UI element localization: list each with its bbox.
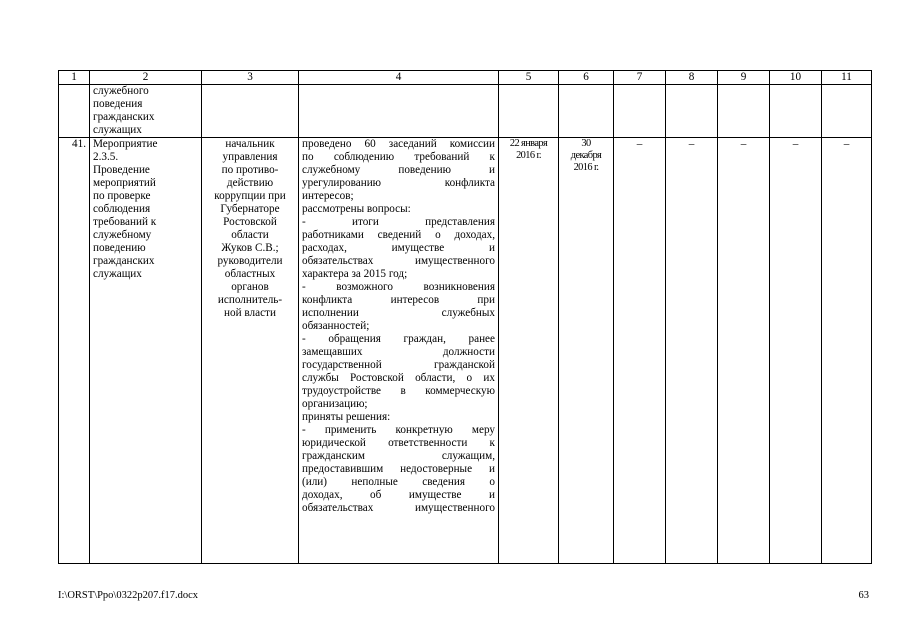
result-line: трудоустройстве в коммерческую <box>302 385 495 397</box>
result-line: приняты решения: <box>302 411 391 423</box>
name-line: требований к <box>93 216 157 228</box>
executor-line: руководители <box>217 255 283 267</box>
end-date-line: 2016 г. <box>573 162 599 173</box>
cell-result <box>299 85 499 138</box>
result-line: конфликта интересов при <box>302 294 495 306</box>
start-date-line: 2016 г. <box>516 150 541 161</box>
name-line: служащих <box>93 124 142 136</box>
result-line: государственной гражданской <box>302 359 495 371</box>
result-line: службы Ростовской области, о их <box>302 372 495 384</box>
name-line: поведения <box>93 98 143 110</box>
executor-line: области <box>231 229 269 241</box>
result-line: проведено 60 заседаний комиссии <box>302 138 495 150</box>
executor-line: Губернаторе <box>220 203 280 215</box>
cell-executor <box>202 138 299 564</box>
cell-number <box>59 85 90 138</box>
result-line: расходах, имуществе и <box>302 242 495 254</box>
cell-col-9: – <box>718 138 770 564</box>
result-line: работниками сведений о доходах, <box>302 229 495 241</box>
name-line: служебному <box>93 229 152 241</box>
footer-page-number: 63 <box>858 590 869 601</box>
table-row-41 <box>59 138 872 564</box>
cell-col-11 <box>822 85 872 138</box>
executor-line: областных <box>224 268 276 280</box>
cell-col-8: – <box>666 138 718 564</box>
executor-line: ной власти <box>224 307 276 319</box>
header-cell-7: 7 <box>614 71 666 85</box>
cell-result <box>299 138 499 564</box>
report-table <box>58 70 872 564</box>
cell-end-date <box>559 138 614 564</box>
executor-line: коррупции при <box>214 190 286 202</box>
result-line: обязательствах имущественного <box>302 502 495 514</box>
result-line: - возможного возникновения <box>302 281 495 293</box>
result-line: исполнении служебных <box>302 307 495 319</box>
start-date-line: 22 января <box>509 138 548 149</box>
header-cell-11: 11 <box>822 71 872 85</box>
name-line: Проведение <box>93 164 150 176</box>
result-line: гражданским служащим, <box>302 450 495 462</box>
name-line: гражданских <box>93 255 155 267</box>
name-line: мероприятий <box>93 177 156 189</box>
result-line: - обращения граждан, ранее <box>302 333 495 345</box>
name-line: Мероприятие <box>93 138 158 150</box>
cell-col-9 <box>718 85 770 138</box>
header-cell-6: 6 <box>559 71 614 85</box>
result-line: - применить конкретную меру <box>302 424 495 436</box>
result-line: юридической ответственности к <box>302 437 495 449</box>
cell-executor <box>202 85 299 138</box>
cell-name <box>90 85 202 138</box>
cell-number: 41. <box>59 138 90 564</box>
executor-line: по противо- <box>221 164 279 176</box>
result-line: - итоги представления <box>302 216 495 228</box>
footer-file-path: I:\ORST\Ppo\0322p207.f17.docx <box>58 590 199 601</box>
cell-name <box>90 138 202 564</box>
result-line: обязанностей; <box>302 320 370 332</box>
cell-start-date <box>499 85 559 138</box>
result-line: рассмотрены вопросы: <box>302 203 411 215</box>
result-line: интересов; <box>302 190 354 202</box>
name-line: соблюдения <box>93 203 151 215</box>
header-cell-2: 2 <box>90 71 202 85</box>
executor-line: управления <box>222 151 278 163</box>
name-line: служебного <box>93 85 149 97</box>
result-line: (или) неполные сведения о <box>302 476 495 488</box>
name-line: гражданских <box>93 111 155 123</box>
table-row-continued <box>59 85 872 138</box>
executor-line: Ростовской <box>223 216 277 228</box>
result-line: по соблюдению требований к <box>302 151 495 163</box>
cell-col-7 <box>614 85 666 138</box>
name-line: служащих <box>93 268 142 280</box>
header-cell-1: 1 <box>59 71 90 85</box>
end-date-line: 30 <box>581 138 591 149</box>
cell-col-11: – <box>822 138 872 564</box>
result-line: замещавших должности <box>302 346 495 358</box>
header-cell-5: 5 <box>499 71 559 85</box>
cell-col-10: – <box>770 138 822 564</box>
result-line: урегулированию конфликта <box>302 177 495 189</box>
executor-line: исполнитель- <box>217 294 283 306</box>
result-line: характера за 2015 год; <box>302 268 408 280</box>
executor-line: органов <box>231 281 269 293</box>
header-cell-3: 3 <box>202 71 299 85</box>
name-line: 2.3.5. <box>93 151 119 163</box>
result-line: доходах, об имуществе и <box>302 489 495 501</box>
name-line: поведению <box>93 242 146 254</box>
cell-start-date <box>499 138 559 564</box>
result-line: организацию; <box>302 398 368 410</box>
executor-line: начальник <box>225 138 275 150</box>
cell-col-10 <box>770 85 822 138</box>
name-line: по проверке <box>93 190 151 202</box>
header-cell-9: 9 <box>718 71 770 85</box>
header-row <box>59 71 872 85</box>
cell-end-date <box>559 85 614 138</box>
cell-col-7: – <box>614 138 666 564</box>
result-line: служебному поведению и <box>302 164 495 176</box>
executor-line: Жуков С.В.; <box>221 242 279 254</box>
end-date-line: декабря <box>570 150 602 161</box>
header-cell-8: 8 <box>666 71 718 85</box>
header-cell-10: 10 <box>770 71 822 85</box>
result-line: предоставившим недостоверные и <box>302 463 495 475</box>
cell-col-8 <box>666 85 718 138</box>
result-text <box>302 138 495 515</box>
header-cell-4: 4 <box>299 71 499 85</box>
executor-line: действию <box>226 177 274 189</box>
result-line: обязательствах имущественного <box>302 255 495 267</box>
